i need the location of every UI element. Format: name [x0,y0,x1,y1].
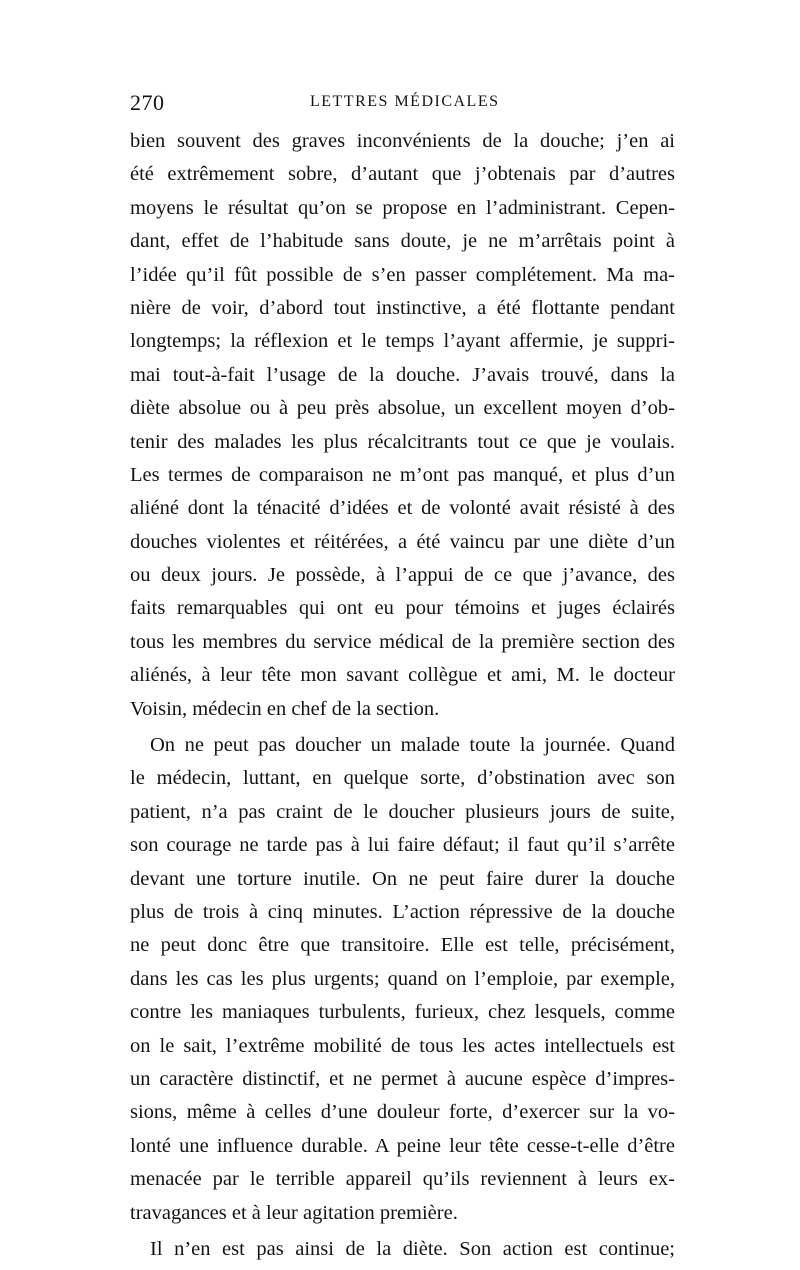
text-line: été extrêmement sobre, d’autant que j’obtenais par d’autres [130,163,675,186]
text-line: dans les cas les plus urgents; quand on l’emploie, par exemple, [130,967,675,990]
text-line: longtemps; la réflexion et le temps l’ayant affermie, je suppri- [130,330,675,353]
text-line: plus de trois à cinq minutes. L’action répressive de la douche [130,900,675,923]
text-line: contre les maniaques turbulents, furieux, chez lesquels, comme [130,1001,675,1024]
text-line: Il n’en est pas ainsi de la diète. Son action est continue; [150,1237,675,1260]
paragraph-2 [130,729,675,1230]
text-line: aliéné dont la ténacité d’idées et de volonté avait résisté à des [130,497,675,520]
text-line: ne peut donc être que transitoire. Elle est telle, précisément, [130,934,675,957]
text-line: douches violentes et réitérées, a été vaincu par une diète d’un [130,530,675,553]
text-line: mai tout-à-fait l’usage de la douche. J’avais trouvé, dans la [130,363,675,386]
text-line: devant une torture inutile. On ne peut faire durer la douche [130,867,675,890]
text-line: l’idée qu’il fût possible de s’en passer complétement. Ma ma- [130,263,675,286]
text-line: ou deux jours. Je possède, à l’appui de ce que j’avance, des [130,564,675,587]
text-line: on le sait, l’extrême mobilité de tous les actes intellectuels est [130,1034,675,1057]
text-line: un caractère distinctif, et ne permet à aucune espèce d’impres- [130,1067,675,1090]
running-head: LETTRES MÉDICALES [310,93,500,110]
paragraph-3 [130,1233,675,1266]
text-line: lonté une influence durable. A peine leur tête cesse-t-elle d’être [130,1134,675,1157]
text-line: son courage ne tarde pas à lui faire défaut; il faut qu’il s’arrête [130,834,675,857]
text-line: tous les membres du service médical de la première section des [130,630,675,653]
text-line: sions, même à celles d’une douleur forte, d’exercer sur la vo- [130,1101,675,1124]
text-line: diète absolue ou à peu près absolue, un excellent moyen d’ob- [130,397,675,420]
text-line: patient, n’a pas craint de le doucher plusieurs jours de suite, [130,800,675,823]
text-line: travagances et à leur agitation première. [130,1201,458,1224]
text-line: aliénés, à leur tête mon savant collègue et ami, M. le docteur [130,664,675,687]
page-header [130,90,670,120]
text-line: Les termes de comparaison ne m’ont pas manqué, et plus d’un [130,463,675,486]
text-line: nière de voir, d’abord tout instinctive, a été flottante pendant [130,296,675,319]
text-line: dant, effet de l’habitude sans doute, je ne m’arrêtais point à [130,230,675,253]
text-line: menacée par le terrible appareil qu’ils reviennent à leurs ex- [130,1168,675,1191]
page-number: 270 [130,90,165,115]
body-text [130,125,675,1266]
text-line: tenir des malades les plus récalcitrants tout ce que je voulais. [130,430,675,453]
text-line: On ne peut pas doucher un malade toute la journée. Quand [150,734,675,757]
text-line: moyens le résultat qu’on se propose en l’administrant. Cepen- [130,196,675,219]
text-line: Voisin, médecin en chef de la section. [130,697,440,720]
text-line: le médecin, luttant, en quelque sorte, d’obstination avec son [130,767,675,790]
text-line: bien souvent des graves inconvénients de la douche; j’en ai [130,130,675,152]
paragraph-1 [130,125,675,726]
text-line: faits remarquables qui ont eu pour témoins et juges éclairés [130,597,675,620]
